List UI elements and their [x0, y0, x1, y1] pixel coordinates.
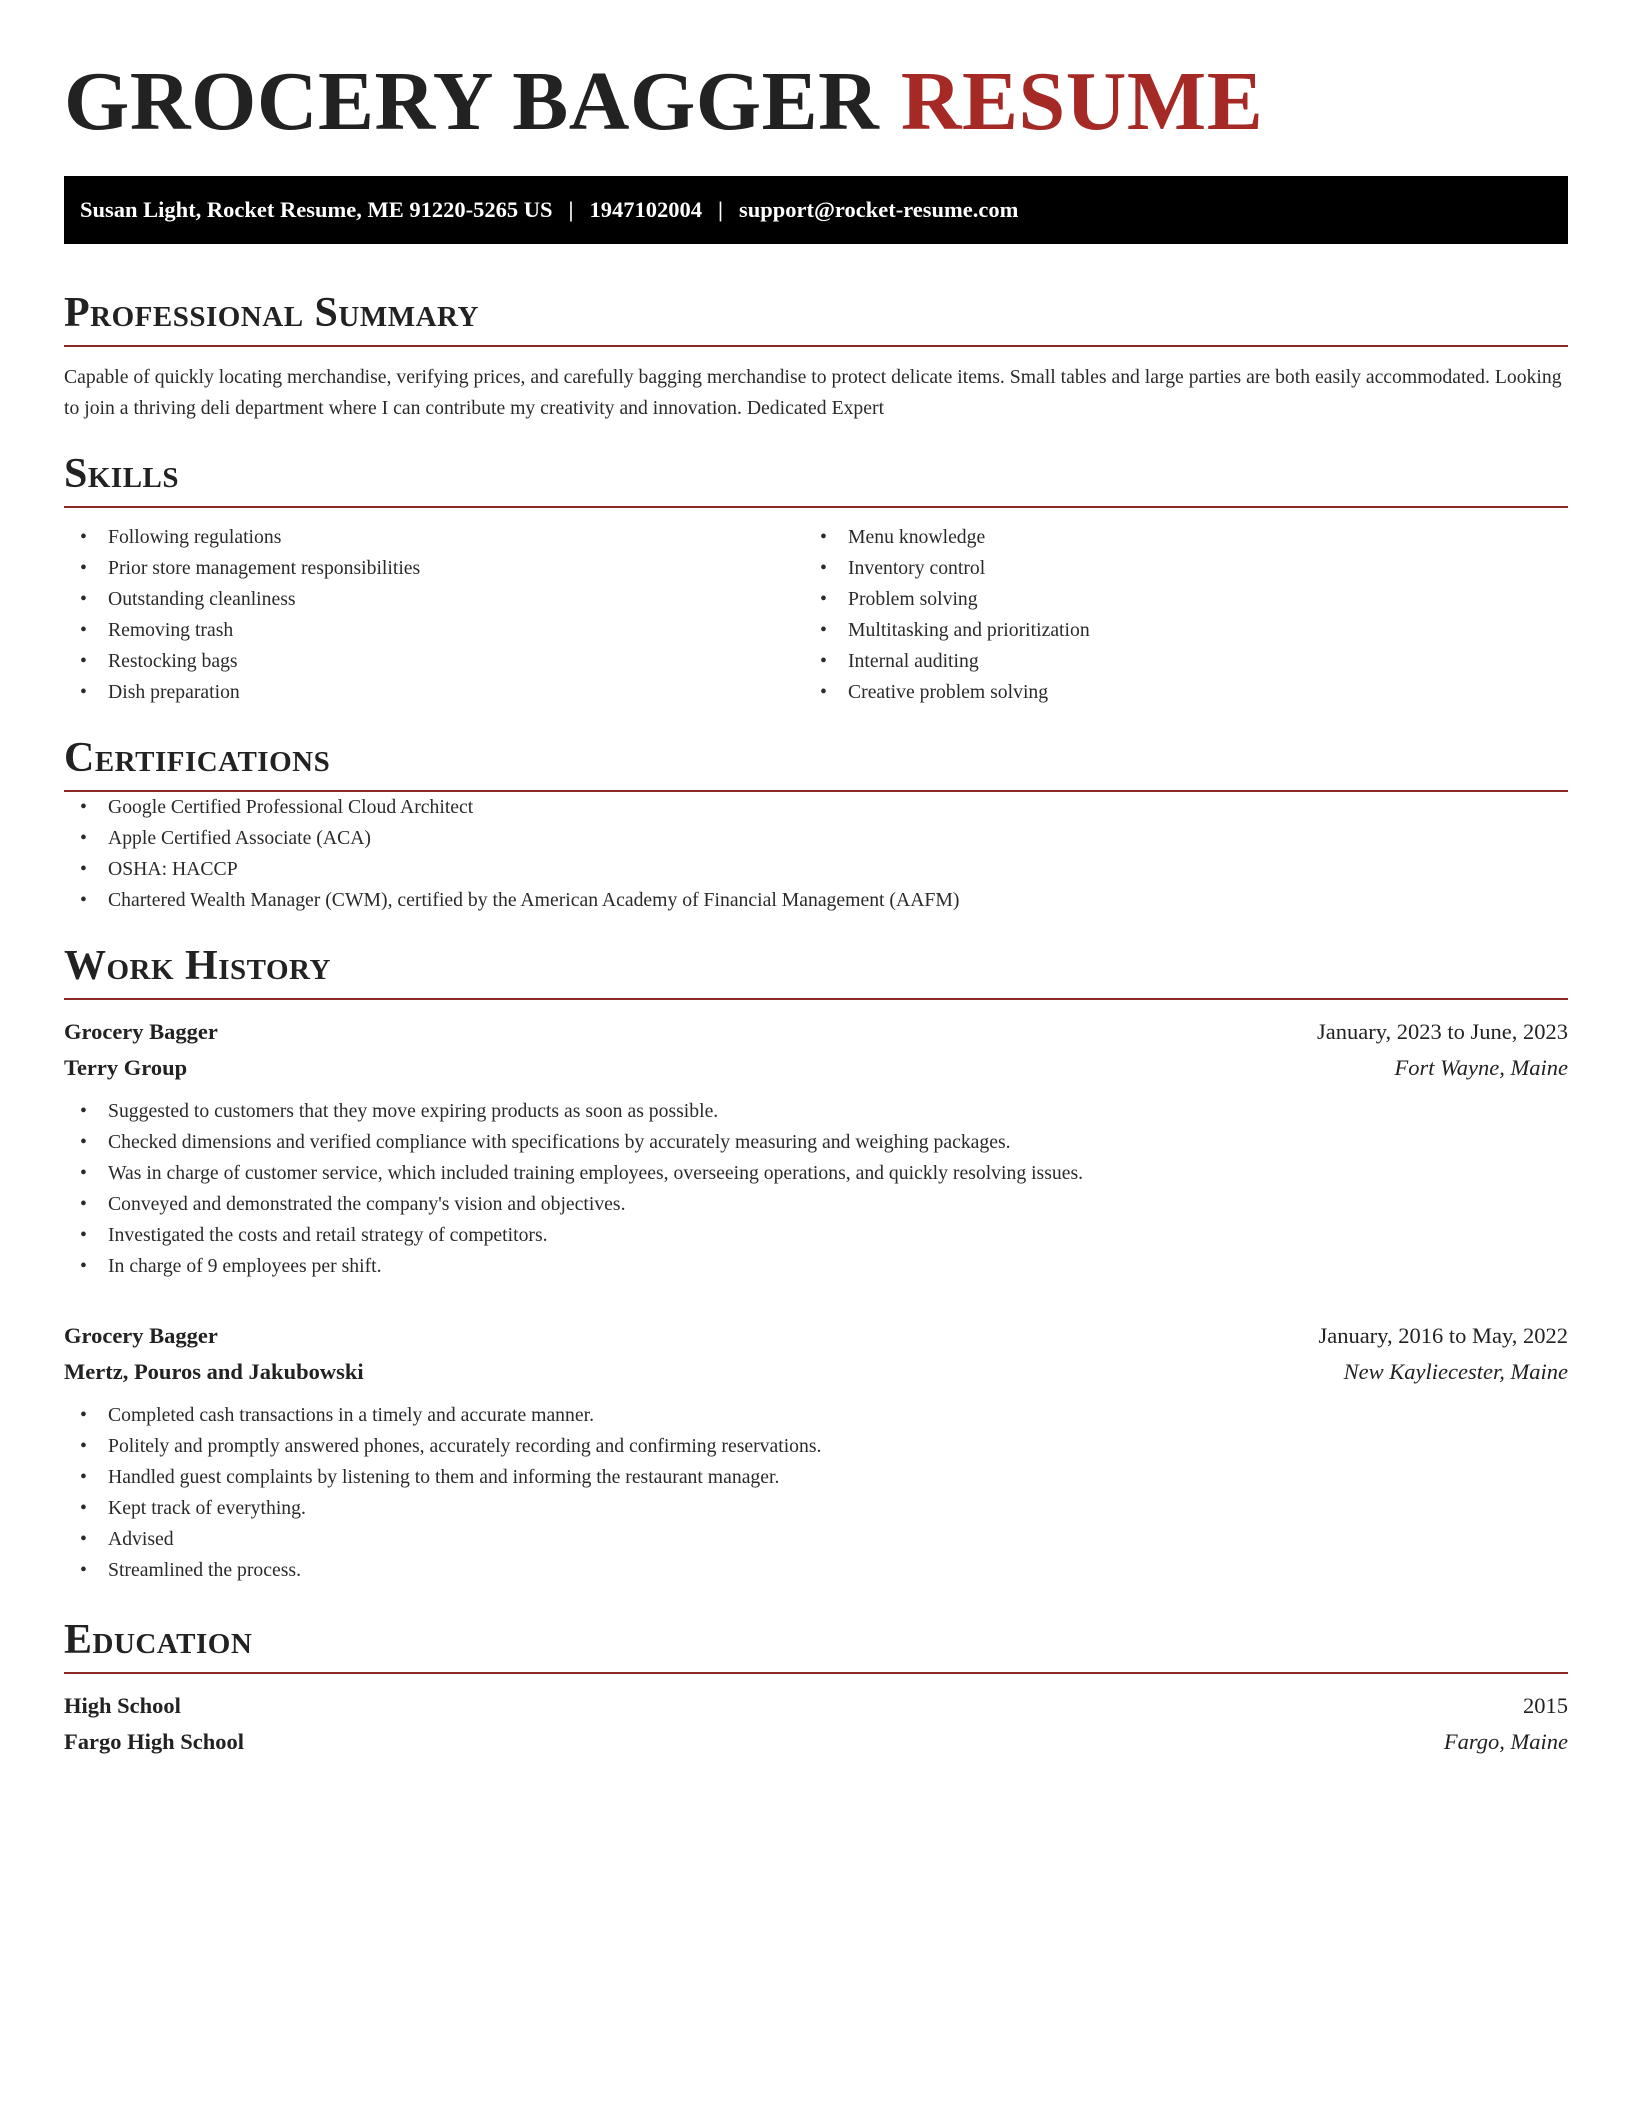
- skills-list-left: [64, 522, 804, 708]
- education-entry: [64, 1688, 1568, 1760]
- job-duty-item: • Checked dimensions and verified compliance with specifications by accurately measuring and weighing packages.: [64, 1127, 1568, 1158]
- skills-list-right: [804, 522, 1544, 708]
- certifications-section: [64, 730, 1568, 916]
- education-year: 2015: [1523, 1693, 1568, 1718]
- title-accent: RESUME: [900, 55, 1264, 148]
- job-location: Fort Wayne, Maine: [1394, 1055, 1568, 1080]
- resume-title: [64, 54, 1568, 150]
- job-title: Grocery Bagger: [64, 1019, 218, 1044]
- education-header-row: [64, 1688, 1568, 1724]
- skill-item: • Dish preparation: [64, 677, 804, 708]
- skill-item: • Prior store management responsibilities: [64, 553, 804, 584]
- education-location: Fargo, Maine: [1443, 1729, 1568, 1754]
- skill-item: • Menu knowledge: [804, 522, 1544, 553]
- skill-item: • Inventory control: [804, 553, 1544, 584]
- job-duty-item: • Completed cash transactions in a timely and accurate manner.: [64, 1400, 1568, 1431]
- job-duty-item: • Streamlined the process.: [64, 1555, 1568, 1586]
- job-duties-list: [64, 1400, 1568, 1586]
- job-header-row: [64, 1014, 1568, 1050]
- education-heading: Education: [64, 1612, 1568, 1674]
- job-company: Terry Group: [64, 1055, 188, 1080]
- skill-item: • Multitasking and prioritization: [804, 615, 1544, 646]
- skill-item: • Internal auditing: [804, 646, 1544, 677]
- job-duty-item: • In charge of 9 employees per shift.: [64, 1251, 1568, 1282]
- job-entry: [64, 1318, 1568, 1586]
- certification-item: • Google Certified Professional Cloud Architect: [64, 792, 1568, 823]
- education-school: Fargo High School: [64, 1729, 245, 1754]
- job-duty-item: • Conveyed and demonstrated the company's vision and objectives.: [64, 1189, 1568, 1220]
- work-history-heading: Work History: [64, 938, 1568, 1000]
- contact-bar: [64, 176, 1568, 244]
- certifications-heading: Certifications: [64, 730, 1568, 792]
- job-company-row: [64, 1354, 1568, 1390]
- skill-item: • Creative problem solving: [804, 677, 1544, 708]
- job-duty-item: • Advised: [64, 1524, 1568, 1555]
- education-section: [64, 1612, 1568, 1760]
- education-degree: High School: [64, 1693, 181, 1718]
- certification-item: • OSHA: HACCP: [64, 854, 1568, 885]
- job-duties-list: [64, 1096, 1568, 1282]
- job-duty-item: • Was in charge of customer service, which included training employees, overseeing operations, and quickly resolving issues.: [64, 1158, 1568, 1189]
- contact-email: support@rocket-resume.com: [738, 197, 1019, 222]
- job-duty-item: • Suggested to customers that they move expiring products as soon as possible.: [64, 1096, 1568, 1127]
- contact-address: Susan Light, Rocket Resume, ME 91220-5265 US: [80, 197, 553, 222]
- job-header-row: [64, 1318, 1568, 1354]
- certification-item: • Chartered Wealth Manager (CWM), certified by the American Academy of Financial Management (AAFM): [64, 885, 1568, 916]
- job-company: Mertz, Pouros and Jakubowski: [64, 1359, 364, 1384]
- skill-item: • Following regulations: [64, 522, 804, 553]
- job-duty-item: • Kept track of everything.: [64, 1493, 1568, 1524]
- summary-heading: Professional Summary: [64, 285, 1568, 347]
- job-duty-item: • Investigated the costs and retail strategy of competitors.: [64, 1220, 1568, 1251]
- work-history-section: [64, 938, 1568, 1586]
- job-duty-item: • Politely and promptly answered phones, accurately recording and confirming reservations.: [64, 1431, 1568, 1462]
- title-main: GROCERY BAGGER: [64, 55, 880, 148]
- skill-item: • Restocking bags: [64, 646, 804, 677]
- skill-item: • Removing trash: [64, 615, 804, 646]
- skills-grid: [64, 522, 1568, 708]
- job-company-row: [64, 1050, 1568, 1086]
- summary-section: [64, 285, 1568, 424]
- contact-separator: |: [568, 197, 574, 222]
- skill-item: • Outstanding cleanliness: [64, 584, 804, 615]
- certification-item: • Apple Certified Associate (ACA): [64, 823, 1568, 854]
- job-dates: January, 2016 to May, 2022: [1318, 1323, 1568, 1348]
- job-title: Grocery Bagger: [64, 1323, 218, 1348]
- certifications-list: [64, 792, 1568, 916]
- skills-heading: Skills: [64, 446, 1568, 508]
- job-entry: [64, 1014, 1568, 1282]
- contact-separator: |: [718, 197, 723, 222]
- job-dates: January, 2023 to June, 2023: [1316, 1019, 1568, 1044]
- summary-text: Capable of quickly locating merchandise, verifying prices, and carefully bagging merchandise to protect delicate items. Small tables and large parties are both easily accommodated. Looking to join a thriving deli department where I can contribute my creativity and innovation. Dedicated Expert: [64, 366, 1562, 419]
- skills-section: [64, 446, 1568, 708]
- skill-item: • Problem solving: [804, 584, 1544, 615]
- job-location: New Kayliecester, Maine: [1343, 1359, 1568, 1384]
- education-school-row: [64, 1724, 1568, 1760]
- contact-phone: 1947102004: [589, 197, 702, 222]
- job-duty-item: • Handled guest complaints by listening to them and informing the restaurant manager.: [64, 1462, 1568, 1493]
